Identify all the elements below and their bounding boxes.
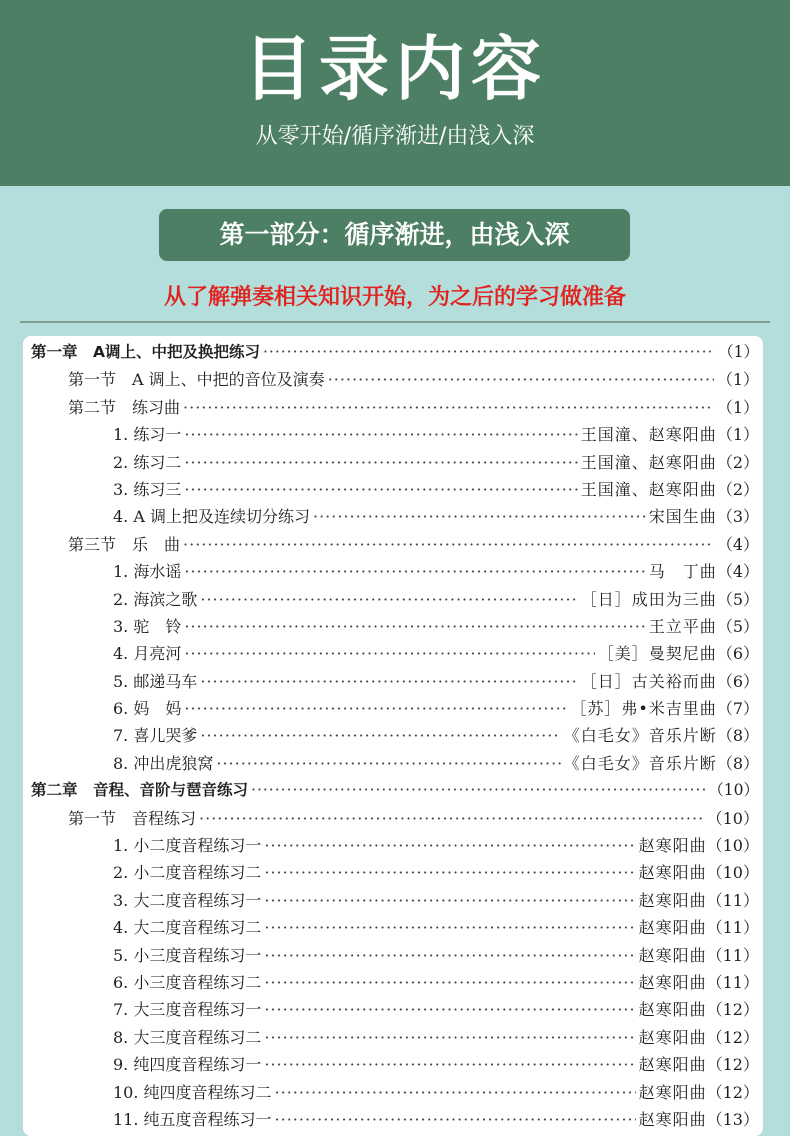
toc-item-row[interactable]	[23, 558, 763, 585]
toc-entry-page: （12）	[706, 1000, 759, 1020]
toc-entry-page: （12）	[706, 1082, 759, 1102]
toc-entry-page: （13）	[706, 1109, 759, 1129]
dot-leader	[200, 586, 577, 613]
toc-entry-composer: ［苏］弗•米吉里曲	[570, 699, 717, 719]
dot-leader	[275, 1106, 636, 1133]
toc-entry-page: （6）	[716, 671, 759, 691]
toc-entry-title: 11. 纯五度音程练习一	[113, 1109, 272, 1129]
toc-entry-page: （2）	[716, 479, 759, 499]
toc-item-row[interactable]	[23, 750, 763, 777]
toc-item-row[interactable]	[23, 942, 763, 969]
toc-entry-composer: 赵寒阳曲	[638, 972, 707, 992]
toc-entry-title: 5. 小三度音程练习一	[113, 945, 262, 965]
toc-entry-page: （2）	[716, 452, 759, 472]
page-title: 目录内容	[243, 28, 547, 110]
toc-entry-composer: 王国潼、赵寒阳曲	[580, 452, 717, 472]
dot-leader	[184, 476, 577, 503]
toc-entry-page: （4）	[716, 562, 759, 582]
toc-item-row[interactable]	[23, 695, 763, 722]
dot-leader	[264, 914, 635, 941]
toc-entry-composer: ［日］成田为三曲	[580, 589, 717, 609]
toc-entry-page: （5）	[716, 616, 759, 636]
divider	[20, 321, 770, 323]
dot-leader	[216, 750, 560, 777]
toc-entry-composer: 马 丁曲	[648, 562, 717, 582]
toc-entry-title: 3. 练习三	[113, 479, 182, 499]
toc-entry-title: 6. 妈 妈	[113, 699, 182, 719]
toc-entry-composer: 王国潼、赵寒阳曲	[580, 425, 717, 445]
intro-text: 从了解弹奏相关知识开始，为之后的学习做准备	[163, 285, 626, 310]
dot-leader	[251, 777, 705, 804]
dot-leader	[184, 695, 567, 722]
toc-item-row[interactable]	[23, 1051, 763, 1078]
toc-item-row[interactable]	[23, 668, 763, 695]
toc-chapter-row[interactable]	[23, 339, 763, 366]
toc-entry-composer: ［日］古关裕而曲	[580, 671, 717, 691]
toc-entry-composer: 赵寒阳曲	[638, 1082, 707, 1102]
dot-leader	[264, 1024, 635, 1051]
toc-entry-title: 第二节 练习曲	[68, 397, 181, 417]
toc-entry-composer: 宋国生曲	[648, 507, 717, 527]
toc-entry-composer: 赵寒阳曲	[638, 1055, 707, 1075]
toc-entry-page: （11）	[706, 918, 759, 938]
toc-entry-composer: 赵寒阳曲	[638, 918, 707, 938]
toc-item-row[interactable]	[23, 996, 763, 1023]
toc-item-row[interactable]	[23, 586, 763, 613]
toc-entry-composer: 赵寒阳曲	[638, 1000, 707, 1020]
toc-entry-title: 8. 冲出虎狼窝	[113, 753, 214, 773]
toc-entry-page: （4）	[716, 534, 759, 554]
dot-leader	[200, 722, 560, 749]
toc-entry-page: （10）	[706, 808, 759, 828]
toc-entry-page: （12）	[706, 1027, 759, 1047]
toc-section-row[interactable]	[23, 531, 763, 558]
toc-entry-page: （6）	[716, 644, 759, 664]
toc-item-row[interactable]	[23, 832, 763, 859]
dot-leader	[264, 1051, 635, 1078]
toc-list	[23, 339, 763, 1133]
dot-leader	[264, 859, 635, 886]
toc-item-row[interactable]	[23, 1106, 763, 1133]
dot-leader	[263, 339, 715, 366]
toc-entry-title: 2. 海滨之歌	[113, 589, 198, 609]
toc-entry-title: 第三节 乐 曲	[68, 534, 181, 554]
toc-entry-title: 9. 纯四度音程练习一	[113, 1055, 262, 1075]
dot-leader	[200, 668, 577, 695]
toc-entry-page: （5）	[716, 589, 759, 609]
header-banner	[0, 0, 790, 186]
dot-leader	[275, 1079, 636, 1106]
toc-entry-composer: 赵寒阳曲	[638, 1109, 707, 1129]
toc-entry-page: （11）	[706, 972, 759, 992]
toc-entry-title: 8. 大三度音程练习二	[113, 1027, 262, 1047]
toc-entry-page: （1）	[716, 425, 759, 445]
dot-leader	[264, 969, 635, 996]
toc-entry-title: 第一章 A调上、中把及换把练习	[31, 343, 260, 361]
toc-section-row[interactable]	[23, 805, 763, 832]
toc-entry-title: 4. A 调上把及连续切分练习	[113, 507, 310, 527]
toc-entry-title: 第一节 音程练习	[68, 808, 197, 828]
toc-item-row[interactable]	[23, 476, 763, 503]
toc-entry-title: 第一节 A 调上、中把的音位及演奏	[68, 370, 325, 390]
dot-leader	[328, 366, 714, 393]
toc-entry-title: 4. 大二度音程练习二	[113, 918, 262, 938]
toc-entry-title: 3. 驼 铃	[113, 616, 182, 636]
toc-item-row[interactable]	[23, 1079, 763, 1106]
toc-item-row[interactable]	[23, 722, 763, 749]
toc-entry-title: 第二章 音程、音阶与琶音练习	[31, 781, 249, 800]
dot-leader	[184, 449, 577, 476]
toc-item-row[interactable]	[23, 640, 763, 667]
toc-entry-title: 1. 小二度音程练习一	[113, 836, 262, 856]
dot-leader	[184, 613, 645, 640]
dot-leader	[264, 887, 635, 914]
toc-section-row[interactable]	[23, 366, 763, 393]
toc-item-row[interactable]	[23, 969, 763, 996]
toc-entry-title: 5. 邮递马车	[113, 671, 198, 691]
toc-entry-page: （1）	[716, 370, 759, 390]
toc-item-row[interactable]	[23, 859, 763, 886]
dot-leader	[183, 531, 714, 558]
toc-entry-title: 7. 大三度音程练习一	[113, 1000, 262, 1020]
toc-entry-title: 6. 小三度音程练习二	[113, 972, 262, 992]
dot-leader	[184, 421, 577, 448]
toc-entry-page: （12）	[706, 1055, 759, 1075]
toc-entry-composer: 王国潼、赵寒阳曲	[580, 479, 717, 499]
toc-card	[23, 336, 763, 1136]
toc-entry-title: 10. 纯四度音程练习二	[113, 1082, 272, 1102]
toc-entry-title: 1. 海水谣	[113, 562, 182, 582]
toc-entry-page: （10）	[708, 781, 759, 800]
toc-entry-composer: 赵寒阳曲	[638, 836, 707, 856]
toc-entry-title: 2. 练习二	[113, 452, 182, 472]
toc-entry-composer: 《白毛女》音乐片断	[563, 753, 717, 773]
dot-leader	[199, 805, 704, 832]
toc-item-row[interactable]	[23, 449, 763, 476]
dot-leader	[313, 503, 646, 530]
toc-item-row[interactable]	[23, 914, 763, 941]
toc-entry-title: 3. 大二度音程练习一	[113, 890, 262, 910]
toc-entry-title: 1. 练习一	[113, 425, 182, 445]
part-banner: 第一部分：循序渐进，由浅入深	[159, 209, 630, 261]
toc-section-row[interactable]	[23, 394, 763, 421]
toc-entry-page: （11）	[706, 890, 759, 910]
toc-entry-title: 4. 月亮河	[113, 644, 182, 664]
dot-leader	[264, 996, 635, 1023]
dot-leader	[183, 394, 714, 421]
toc-entry-title: 2. 小二度音程练习二	[113, 863, 262, 883]
page-subtitle: 从零开始/循序渐进/由浅入深	[255, 124, 535, 149]
toc-entry-title: 7. 喜儿哭爹	[113, 726, 198, 746]
toc-entry-composer: 赵寒阳曲	[638, 1027, 707, 1047]
toc-entry-page: （1）	[718, 343, 759, 361]
dot-leader	[184, 558, 645, 585]
toc-entry-page: （7）	[716, 699, 759, 719]
toc-item-row[interactable]	[23, 421, 763, 448]
dot-leader	[264, 942, 635, 969]
toc-entry-composer: 赵寒阳曲	[638, 890, 707, 910]
toc-entry-page: （10）	[706, 836, 759, 856]
toc-chapter-row[interactable]	[23, 777, 763, 804]
toc-entry-page: （10）	[706, 863, 759, 883]
toc-entry-composer: 《白毛女》音乐片断	[563, 726, 717, 746]
toc-item-row[interactable]	[23, 613, 763, 640]
toc-entry-composer: 王立平曲	[648, 616, 717, 636]
toc-entry-page: （8）	[716, 753, 759, 773]
toc-entry-composer: ［美］曼契尼曲	[597, 644, 717, 664]
dot-leader	[264, 832, 635, 859]
toc-entry-page: （3）	[716, 507, 759, 527]
toc-item-row[interactable]	[23, 1024, 763, 1051]
toc-entry-composer: 赵寒阳曲	[638, 863, 707, 883]
toc-entry-page: （11）	[706, 945, 759, 965]
toc-entry-composer: 赵寒阳曲	[638, 945, 707, 965]
toc-entry-page: （8）	[716, 726, 759, 746]
toc-item-row[interactable]	[23, 503, 763, 530]
toc-entry-page: （1）	[716, 397, 759, 417]
toc-item-row[interactable]	[23, 887, 763, 914]
dot-leader	[184, 640, 594, 667]
